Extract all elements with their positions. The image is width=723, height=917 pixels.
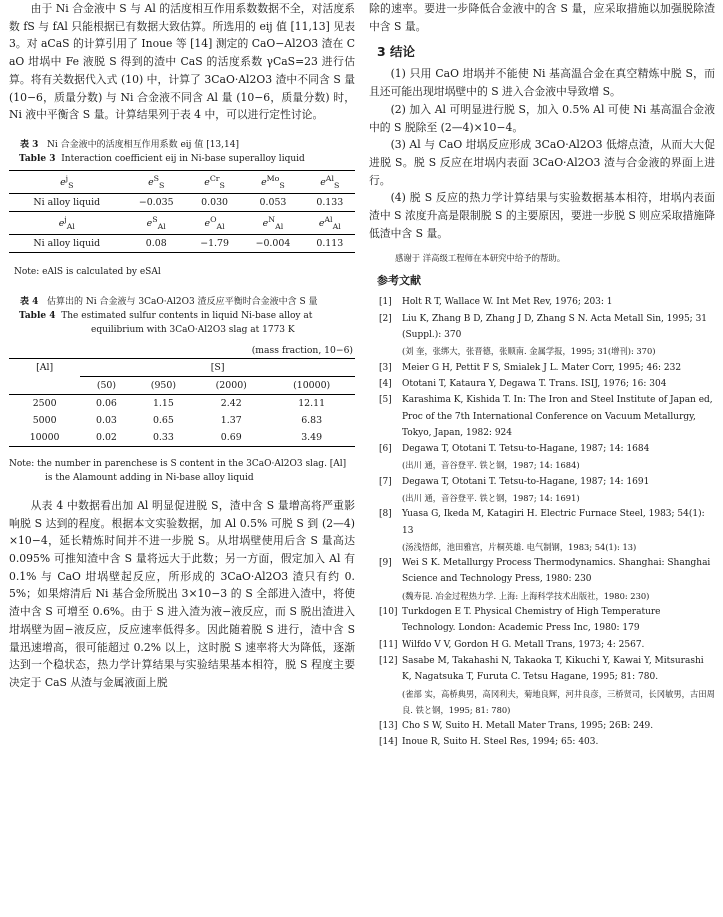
reference-text: Degawa T, Ototani T. Tetsu-to-Hagane, 1987; 14: 1684 xyxy=(402,444,650,455)
section-heading-conclusions: 3 结论 xyxy=(377,44,416,60)
table-row xyxy=(9,429,355,447)
reference-number: [12] xyxy=(379,655,398,666)
reference-number: [4] xyxy=(379,378,392,389)
reference-item xyxy=(369,360,715,376)
table3-caption-en: Interaction coefficient eij in Ni-base superalloy liquid xyxy=(61,153,305,164)
table4-caption-cn: 估算出的 Ni 合金液与 3CaO·Al2O3 渣反应平衡时合金液中含 S 量 xyxy=(47,296,318,307)
table-row xyxy=(9,394,355,412)
table-cell: 1.37 xyxy=(220,414,242,426)
conclusion-3: (3) Al 与 CaO 坩埚反应形成 3CaO·Al2O3 低熔点渣，从而大大促进脱 S。脱 S 反应在坩埚内表面 3CaO·Al2O3 渣与合金液的界面上进行。 xyxy=(369,138,715,187)
table4-caption xyxy=(9,295,355,337)
reference-text: Ototani T, Kataura Y, Degawa T. Trans. ISIJ, 1976; 16: 304 xyxy=(402,378,667,389)
table-cell: 0.03 xyxy=(96,414,117,426)
conclusion-4: (4) 脱 S 反应的热力学计算结果与实验数据基本相符，坩埚内表面渣中 S 浓度升高是限制脱 S 的主要原因，要进一步脱 S 则应采取措施降低渣中含 S 量。 xyxy=(369,191,715,240)
reference-text-cn: (雀部 实，高桥典男，高冈利夫，菊地良辉，河井良彦，三桥贤司，长冈敏男，古田周良. 铁と钢，1995; 81: 780) xyxy=(402,688,715,715)
reference-item xyxy=(369,311,715,360)
continued-paragraph: 除的速率。要进一步降低合金液中的含 S 量，应采取措施以加强脱除渣中含 S 量。 xyxy=(369,2,715,33)
reference-text-cn: (刘 奎，张绑大，张晋德，张顺南. 金属学报，1995; 31(增刊): 370) xyxy=(402,346,656,357)
section-heading-references: 参考文献 xyxy=(377,274,421,288)
table-cell: $e^S_S$ xyxy=(125,170,188,193)
reference-text: Inoue R, Suito H. Steel Res, 1994; 65: 403. xyxy=(402,737,599,748)
reference-item xyxy=(369,474,715,507)
table4-label-cn: 表 4 xyxy=(20,296,39,307)
reference-number: [14] xyxy=(379,737,398,748)
table-cell: 12.11 xyxy=(298,397,326,409)
table3-data-row-2 xyxy=(9,234,355,252)
table-cell: 0.33 xyxy=(133,429,195,447)
reference-item xyxy=(369,604,715,637)
table-cell: $e^{Al}_S$ xyxy=(305,170,355,193)
table-cell: 0.65 xyxy=(152,414,174,426)
table-cell: 3.49 xyxy=(268,429,355,447)
table-cell: (50) xyxy=(80,376,132,394)
table4-col-s: [S] xyxy=(80,358,355,376)
table4-label-en: Table 4 xyxy=(19,310,56,321)
table4-note: Note: the number in parenchese is S content in the 3CaO·Al2O3 slag. [Al] is the Alamount adding in Ni-base alloy liquid xyxy=(9,458,347,483)
table-cell: 2500 xyxy=(32,397,57,409)
reference-item xyxy=(369,637,715,653)
table4-header-row xyxy=(9,358,355,376)
reference-item xyxy=(369,653,715,718)
reference-number: [11] xyxy=(379,639,398,650)
table-cell: 2.42 xyxy=(220,397,242,409)
table-cell: $e^S_{Al}$ xyxy=(125,211,188,234)
table-cell: 6.83 xyxy=(301,414,323,426)
right-column xyxy=(369,0,715,751)
reference-text-cn: (汤浅悟郎，池田雅宫，片桐英雄. 电气制钢，1983; 54(1): 13) xyxy=(402,541,637,552)
reference-item xyxy=(369,294,715,310)
table-cell: 5000 xyxy=(32,414,57,426)
reference-number: [3] xyxy=(379,362,392,373)
reference-number: [8] xyxy=(379,509,392,520)
reference-item xyxy=(369,441,715,474)
table-cell: (10000) xyxy=(268,376,355,394)
table3-caption xyxy=(9,138,355,166)
reference-text: Karashima K, Kishida T. In: The Iron and Steel Institute of Japan ed, Proc of the 7th International Conference on Vacuum Metallurgy, Tokyo, Japan, 1982: 924 xyxy=(402,395,713,438)
reference-text: Wei S K. Metallurgy Process Thermodynamics. Shanghai: Shanghai Science and Technology Press, 1980: 230 xyxy=(402,558,711,585)
reference-number: [1] xyxy=(379,297,392,308)
reference-text-cn: (出川 通，音谷登平. 铁と钢，1987; 14: 1684) xyxy=(402,460,580,471)
reference-number: [9] xyxy=(379,558,392,569)
table-cell: $e^O_{Al}$ xyxy=(188,211,241,234)
table-cell: $e^j_S$ xyxy=(9,170,125,193)
table4-caption-en: The estimated sulfur contents in liquid Ni-base alloy at equilibrium with 3CaO·Al2O3 slag at 1773 K xyxy=(61,310,313,335)
table-cell: Ni alloy liquid xyxy=(9,234,125,252)
reference-item xyxy=(369,376,715,392)
discussion-paragraph: 从表 4 中数据看出加 Al 明显促进脱 S，渣中含 S 量增高将严重影响脱 S 达到的程度。根据本文实验数据，加 Al 0.5% 可脱 S 到 (2—4)×10−4，延长精炼时间并不进一步脱 S。从坩埚壁使用后含 S 量高达 0.095% 可推知渣中含 S 量将远大于此数；另一方面，假定加入 Al 有 0.1% 与 CaO 坩埚壁起反应，所形成的 3CaO·Al2O3 渣只有约 0.5%；如果熔清后 Ni 基合金所脱出 3×10−3 的 S 全部进入渣中，将使渣中含 S 可增至 0.6%。由于 S 进入渣为液−液反应，而 S 脱出渣进入坩埚壁为固−液反应，反应速率低得多。因此随着脱 S 进行，渣中含 S 量迅速增高，很可能超过 0.2% 以上，这时脱 S 速率将大为降低，逐渐达到一个稳状态，热力学计算结果与实验结果基本相符，脱 S 程度主要决定于 CaS 从渣与金属液面上脱 xyxy=(9,498,355,689)
table-cell: 10000 xyxy=(9,429,80,447)
reference-number: [10] xyxy=(379,607,398,618)
table3-grid xyxy=(9,170,355,253)
reference-item xyxy=(369,392,715,441)
reference-text: Holt R T, Wallace W. Int Met Rev, 1976; 203: 1 xyxy=(402,297,613,308)
table4-unit: (mass fraction, 10−6) xyxy=(251,344,353,356)
conclusion-2: (2) 加入 Al 可明显进行脱 S，加入 0.5% Al 可使 Ni 基高温合金液中的 S 脱除至 (2—4)×10−4。 xyxy=(369,102,715,134)
reference-number: [6] xyxy=(379,444,392,455)
table-cell: $e^j_{Al}$ xyxy=(9,211,125,234)
reference-number: [13] xyxy=(379,721,398,732)
table3-header-row-1 xyxy=(9,170,355,193)
table3-caption-cn: Ni 合金液中的活度相互作用系数 eij 值 [13,14] xyxy=(47,139,239,150)
table3-note: Note: eAlS is calculated by eSAl xyxy=(14,266,161,277)
table-cell: (2000) xyxy=(194,376,268,394)
table-cell: $e^{Cr}_S$ xyxy=(188,170,241,193)
table3-header-row-2 xyxy=(9,211,355,234)
reference-number: [2] xyxy=(379,313,392,324)
table-cell: 0.053 xyxy=(241,193,304,211)
reference-text: Yuasa G, Ikeda M, Katagiri H. Electric Furnace Steel, 1983; 54(1): 13 xyxy=(402,509,705,536)
left-column xyxy=(9,0,355,692)
reference-item xyxy=(369,718,715,734)
table3-label-cn: 表 3 xyxy=(20,139,39,150)
table3-data-row-1 xyxy=(9,193,355,211)
table-cell: 0.69 xyxy=(194,429,268,447)
reference-item xyxy=(369,734,715,750)
table-cell: 0.030 xyxy=(188,193,241,211)
reference-number: [7] xyxy=(379,476,392,487)
table3-label-en: Table 3 xyxy=(19,153,56,164)
reference-text: Meier G H, Pettit F S, Smialek J L. Mater Corr, 1995; 46: 232 xyxy=(402,362,682,373)
table-cell: 1.15 xyxy=(152,397,174,409)
acknowledgement: 感谢于 洋高级工程师在本研究中给予的帮助。 xyxy=(395,253,566,264)
reference-text: Wilfdo V V, Gordon H G. Metall Trans, 1973; 4: 2567. xyxy=(402,639,645,650)
table-row xyxy=(9,412,355,429)
reference-text: Liu K, Zhang B D, Zhang J D, Zhang S N. Acta Metall Sin, 1995; 31 (Suppl.): 370 xyxy=(402,313,708,341)
table4 xyxy=(9,295,355,485)
reference-item xyxy=(369,555,715,604)
table-cell: −0.035 xyxy=(125,193,188,211)
table3 xyxy=(9,138,355,279)
table-cell: 0.08 xyxy=(125,234,188,252)
reference-number: [5] xyxy=(379,395,392,406)
reference-text-cn: (魏寿昆. 冶金过程热力学. 上海: 上海科学技术出版社，1980: 230) xyxy=(402,590,650,601)
table-cell: 0.113 xyxy=(305,234,355,252)
table-cell: 0.133 xyxy=(305,193,355,211)
table-cell: −0.004 xyxy=(241,234,304,252)
table4-col-al: [Al] xyxy=(9,358,80,394)
table-cell: $e^{Mo}_S$ xyxy=(241,170,304,193)
reference-text: Cho S W, Suito H. Metall Mater Trans, 1995; 26B: 249. xyxy=(402,721,654,732)
table4-grid xyxy=(9,358,355,447)
intro-paragraph: 由于 Ni 合金液中 S 与 Al 的活度相互作用系数数据不全，对活度系数 fS 与 fAl 只能根据已有数据大致估算。所选用的 eij 值 [11,13] 见表 3。对 aCaS 的计算引用了 Inoue 等 [14] 测定的 CaO−Al2O3 渣在 CaO 坩埚中 Fe 液脱 S 得到的渣中 CaS 的活度系数 γCaS=23 进行估算。将有关数据代入式 (10) 中，计算了 3CaO·Al2O3 渣中不同含 S 量 (10−6，质量分数) 与 Ni 合金液不同含 Al 量 (10−6，质量分数) 时，Ni 液中平衡含 S 量。计算结果列于表 4 中，可以进行定性讨论。 xyxy=(9,2,355,122)
table-cell: $e^{Al}_{Al}$ xyxy=(305,211,355,234)
conclusion-1: (1) 只用 CaO 坩埚并不能使 Ni 基高温合金在真空精炼中脱 S，而且还可能出现坩埚壁中的 S 进入合金液中导致增 S。 xyxy=(369,67,715,99)
table-cell: 0.06 xyxy=(96,397,117,409)
reference-item xyxy=(369,506,715,555)
reference-list xyxy=(369,294,715,750)
reference-text: Sasabe M, Takahashi N, Takaoka T, Kikuchi Y, Kawai Y, Mitsurashi K, Nagatsuka T, Furuta C. Tetsu Hagane, 1995; 81: 780. xyxy=(402,655,704,683)
table-cell: (950) xyxy=(133,376,195,394)
table-cell: Ni alloy liquid xyxy=(9,193,125,211)
table-cell: −1.79 xyxy=(188,234,241,252)
reference-text: Degawa T, Ototani T. Tetsu-to-Hagane, 1987; 14: 1691 xyxy=(402,476,650,487)
reference-text-cn: (出川 通，音谷登平. 铁と钢，1987; 14: 1691) xyxy=(402,493,580,503)
reference-text: Turkdogen E T. Physical Chemistry of High Temperature Technology. London: Academic Press Inc, 1980: 179 xyxy=(402,607,661,634)
table-cell: $e^N_{Al}$ xyxy=(241,211,304,234)
table-cell: 0.02 xyxy=(80,429,132,447)
